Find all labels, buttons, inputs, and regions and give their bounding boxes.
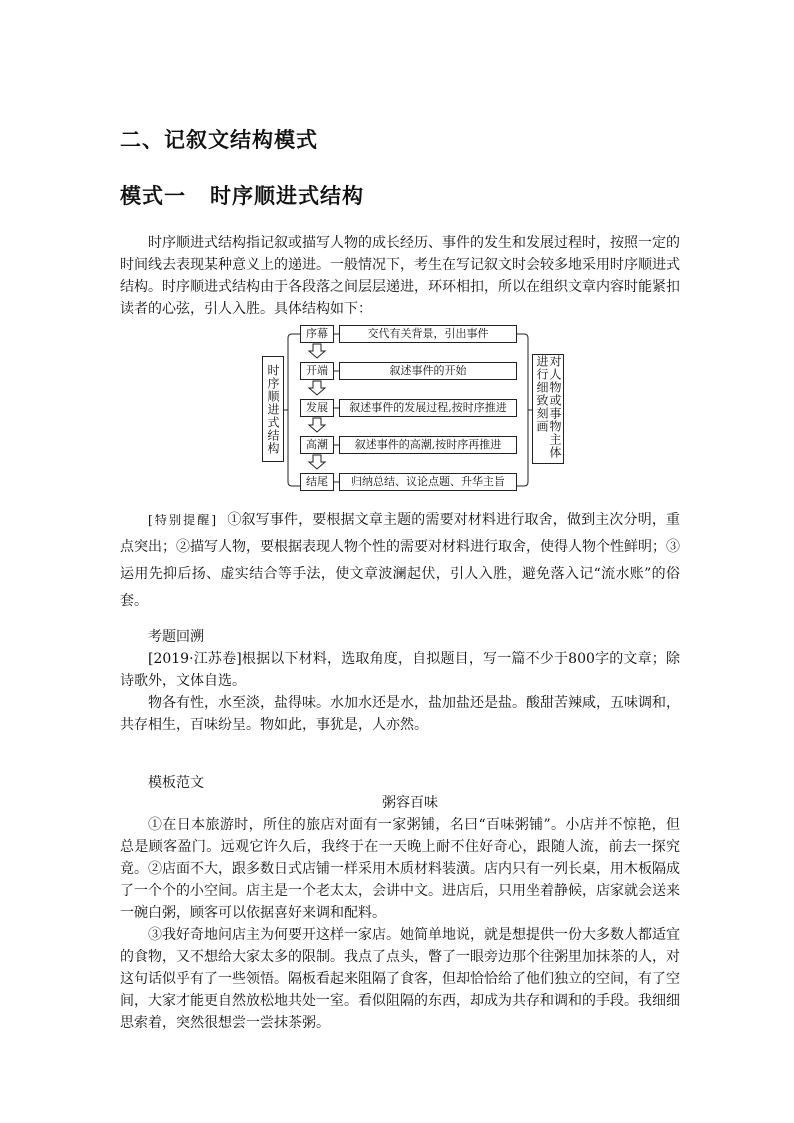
section-heading: 二、记叙文结构模式	[120, 127, 318, 152]
diagram-desc-ending: 归纳总结、议论点题、升华主旨	[339, 473, 517, 491]
exam-label: 考题回溯	[148, 629, 204, 645]
special-reminder	[120, 507, 680, 615]
essay-paragraph-2: ②店面不大，跟多数日式店铺一样采用木质材料装潢。店内只有一列长桌，用木板隔成了一个个的小空间。店主是一个老太太，会讲中文。进店后，只用坐着静候，店家就会送来一碗白粥，顾客可以依据喜好来调和配料。	[120, 861, 680, 921]
essay-paragraph-3: ③我好奇地问店主为何要开这样一家店。她简单地说，就是想提供一份大多数人都适宜的食物，又不想给大家太多的限制。我点了点头，瞥了一眼旁边那个往粥里加抹茶的人，对这句话似乎有了一些领悟。隔板看起来阻隔了食客，但却恰恰给了他们独立的空间，有了空间，大家才能更自然放松地共处一室。看似阻隔的东西，却成为共存和调和的手段。我细细思索着，突然很想尝一尝抹茶粥。	[120, 927, 680, 1031]
reminder-text: ①叙写事件，要根据文章主题的需要对材料进行取舍，做到主次分明，重点突出；②描写人物，要根据表现人物个性的需要对材料进行取舍，使得人物个性鲜明；③运用先抑后扬、虚实结合等手法，使文章波澜起伏，引人入胜，避免落入记“流水账”的俗套。	[120, 512, 680, 609]
diagram-step-prologue: 序幕	[300, 325, 334, 343]
diagram-step-climax: 高潮	[300, 436, 334, 454]
right-bracket	[516, 334, 528, 486]
diagram-desc-prologue: 交代有关背景，引出事件	[339, 325, 517, 343]
diagram-left-label: 时序顺进式结构	[262, 356, 284, 462]
diagram-desc-beginning: 叙述事件的开始	[339, 362, 517, 380]
intro-paragraph: 时序顺进式结构指记叙或描写人物的成长经历、事件的发生和发展过程时，按照一定的时间线去表现某种意义上的递进。一般情况下，考生在写记叙文时会较多地采用时序顺进式结构。时序顺进式结构由于各段落之间层层递进，环环相扣，所以在组织文章内容时能紧扣读者的心弦，引人入胜。具体结构如下：	[120, 235, 680, 317]
exam-prompt: [2019·江苏卷]根据以下材料，选取角度，自拟题目，写一篇不少于800字的文章；除诗歌外，文体自选。	[120, 651, 680, 689]
diagram-desc-climax: 叙述事件的高潮,按时序再推进	[339, 436, 517, 454]
structure-diagram	[262, 324, 564, 496]
mode-number: 模式一	[120, 183, 186, 208]
diagram-step-ending: 结尾	[300, 473, 334, 491]
essay-paragraph-1: ①在日本旅游时，所住的旅店对面有一家粥铺，名曰“百味粥铺”。小店并不惊艳，但总是顾客盈门。远观它许久后，我终于在一天晚上耐不住好奇心，跟随人流，前去一探究竟。	[120, 817, 680, 877]
diagram-step-development: 发展	[300, 399, 334, 417]
reminder-label: [特别提醒]	[148, 513, 219, 527]
exam-material: 物各有性，水至淡，盐得味。水加水还是水，盐加盐还是盐。酸甜苦辣咸，五味调和，共存相生，百味纷呈。物如此，事犹是，人亦然。	[120, 695, 680, 733]
diagram-right-label: 对人物或事物主体进行细致刻画	[532, 354, 564, 464]
diagram-desc-development: 叙述事件的发展过程,按时序推进	[339, 399, 517, 417]
sample-label: 模板范文	[148, 775, 204, 791]
mode-heading	[120, 180, 364, 210]
mode-title: 时序顺进式结构	[210, 183, 364, 208]
diagram-step-beginning: 开端	[300, 362, 334, 380]
essay-title: 粥容百味	[382, 795, 438, 811]
